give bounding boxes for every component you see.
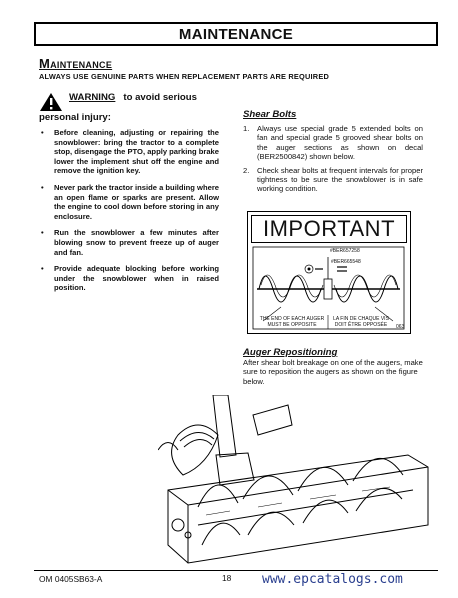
auger-repositioning-section <box>243 347 423 358</box>
warning-lead-2: personal injury: <box>39 112 111 123</box>
footer-divider <box>34 570 438 571</box>
step-text: Always use special grade 5 extended bolts on fan and special grade 5 grooved shear bolts on the auger sections as shown on decal (BER2500842) shown below. <box>257 124 423 162</box>
step-number: 1. <box>243 124 250 133</box>
decal-title: IMPORTANT <box>251 215 407 243</box>
decal-part-a: #BER657258 <box>330 248 360 254</box>
important-decal <box>247 211 411 334</box>
decal-code: 063 <box>396 324 405 330</box>
warning-triangle-icon <box>39 92 63 112</box>
section-subtitle: ALWAYS USE GENUINE PARTS WHEN REPLACEMENT PARTS ARE REQUIRED <box>39 72 329 81</box>
shear-bolts-steps <box>243 124 423 194</box>
shear-bolts-heading: Shear Bolts <box>243 109 297 120</box>
warning-block <box>39 92 214 123</box>
decal-note-en: THE END OF EACH AUGER MUST BE OPPOSITE <box>259 316 325 328</box>
list-item <box>243 124 423 162</box>
list-item: • Never park the tractor inside a building where an open flame or sparks are present. Allow the engine to cool down before storing in any enclosure. <box>39 183 219 221</box>
section-title: Maintenance <box>39 56 113 71</box>
auger-repositioning-heading: Auger Repositioning <box>243 347 338 358</box>
page-title: MAINTENANCE <box>34 22 438 46</box>
snowblower-illustration <box>158 395 438 570</box>
list-item: • Provide adequate blocking before working under the snowblower when in raised position. <box>39 264 219 293</box>
auger-repositioning-text: After shear bolt breakage on one of the augers, make sure to reposition the augers as shown on the figure below. <box>243 358 423 386</box>
document-id: OM 0405SB63-A <box>39 574 103 584</box>
shear-bolts-section <box>243 109 423 198</box>
page-number: 18 <box>222 573 232 583</box>
warning-label: WARNING <box>69 92 116 103</box>
warning-lead: to avoid serious <box>123 92 197 103</box>
decal-note-fr: LA FIN DE CHAQUE VIS DOIT ÊTRE OPPOSÉE <box>333 316 389 328</box>
list-item <box>243 166 423 194</box>
list-item: • Run the snowblower a few minutes after blowing snow to prevent freeze up of auger and fan. <box>39 228 219 257</box>
warning-list <box>39 128 219 300</box>
list-item: • Before cleaning, adjusting or repairing the snowblower: bring the tractor to a complete stop, disengage the PTO, apply parking brake lower the implement shut off the engine and remove the ignition key. <box>39 128 219 176</box>
step-text: Check shear bolts at frequent intervals for proper tightness to be sure the snowblower is in safe working condition. <box>257 165 423 194</box>
watermark: www.epcatalogs.com <box>262 572 403 587</box>
step-number: 2. <box>243 165 250 175</box>
decal-part-b: #BER665548 <box>331 259 361 265</box>
